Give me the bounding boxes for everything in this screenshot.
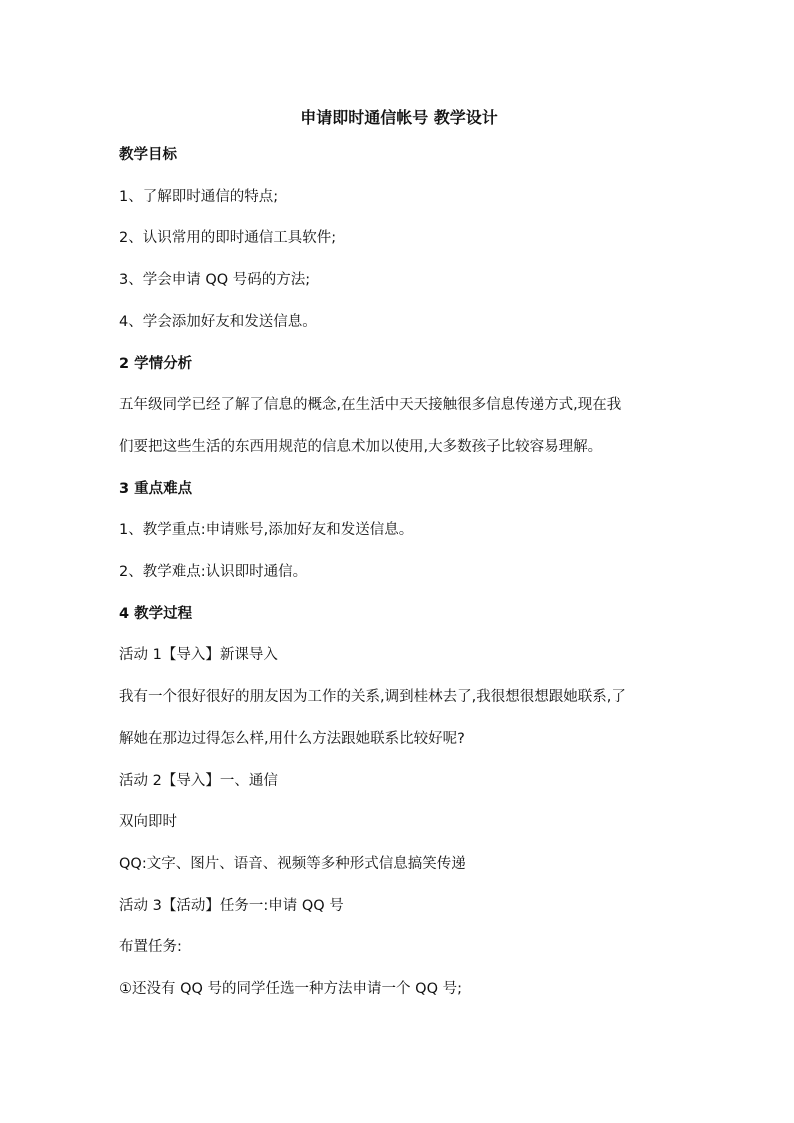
document-body bbox=[119, 104, 679, 997]
section-heading: 教学目标 bbox=[119, 147, 177, 163]
paragraph-line: 们要把这些生活的东西用规范的信息术加以使用,大多数孩子比较容易理解。 bbox=[119, 438, 603, 455]
section-heading: 4 教学过程 bbox=[119, 605, 193, 622]
paragraph-line: 4、学会添加好友和发送信息。 bbox=[119, 313, 317, 330]
paragraph-line: QQ:文字、图片、语音、视频等多种形式信息搞笑传递 bbox=[119, 855, 466, 872]
section-heading: 2 学情分析 bbox=[119, 355, 193, 372]
paragraph-line: 2、教学难点:认识即时通信。 bbox=[119, 564, 308, 580]
paragraph-line: 活动 3【活动】任务一:申请 QQ 号 bbox=[119, 897, 344, 914]
document-title: 申请即时通信帐号 教学设计 bbox=[300, 108, 498, 127]
paragraph-line: 双向即时 bbox=[119, 814, 177, 831]
paragraph-line: 五年级同学已经了解了信息的概念,在生活中天天接触很多信息传递方式,现在我 bbox=[119, 397, 622, 414]
paragraph-line: 活动 2【导入】一、通信 bbox=[119, 772, 278, 789]
paragraph-line: 解她在那边过得怎么样,用什么方法跟她联系比较好呢? bbox=[119, 730, 465, 747]
paragraph-line: ①还没有 QQ 号的同学任选一种方法申请一个 QQ 号; bbox=[119, 981, 462, 997]
paragraph-line: 我有一个很好很好的朋友因为工作的关系,调到桂林去了,我很想很想跟她联系,了 bbox=[119, 689, 626, 706]
paragraph-line: 1、了解即时通信的特点; bbox=[119, 188, 279, 205]
paragraph-line: 活动 1【导入】新课导入 bbox=[119, 647, 278, 664]
paragraph-line: 2、认识常用的即时通信工具软件; bbox=[119, 230, 337, 247]
paragraph-line: 1、教学重点:申请账号,添加好友和发送信息。 bbox=[119, 522, 414, 539]
paragraph-line: 3、学会申请 QQ 号码的方法; bbox=[119, 272, 311, 289]
paragraph-line: 布置任务: bbox=[119, 939, 182, 956]
section-heading: 3 重点难点 bbox=[119, 480, 193, 497]
